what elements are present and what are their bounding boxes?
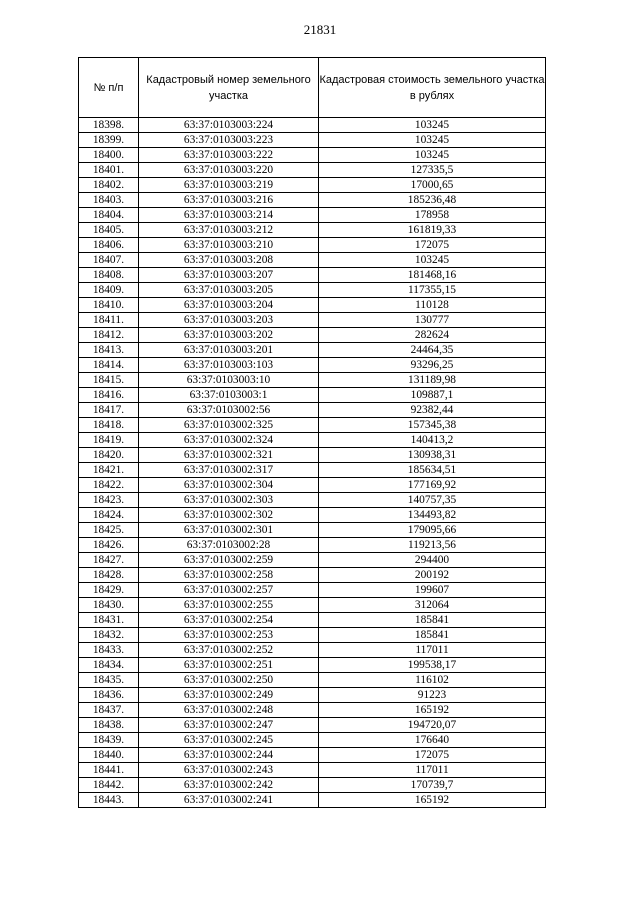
row-number: 18401.	[79, 163, 139, 178]
row-number: 18431.	[79, 613, 139, 628]
cadastral-number: 63:37:0103002:303	[139, 493, 319, 508]
cadastral-number: 63:37:0103002:301	[139, 523, 319, 538]
cadastral-value: 116102	[319, 673, 546, 688]
cadastral-number: 63:37:0103002:321	[139, 448, 319, 463]
row-number: 18414.	[79, 358, 139, 373]
cadastral-value: 117011	[319, 763, 546, 778]
table-row	[79, 538, 546, 553]
cadastral-value: 134493,82	[319, 508, 546, 523]
cadastral-number: 63:37:0103002:56	[139, 403, 319, 418]
cadastral-value: 131189,98	[319, 373, 546, 388]
cadastral-value: 93296,25	[319, 358, 546, 373]
cadastral-value: 130777	[319, 313, 546, 328]
row-number: 18421.	[79, 463, 139, 478]
page-number: 21831	[303, 22, 337, 37]
table-row	[79, 148, 546, 163]
cadastral-number: 63:37:0103003:205	[139, 283, 319, 298]
table-row	[79, 118, 546, 133]
row-number: 18404.	[79, 208, 139, 223]
cadastral-number: 63:37:0103003:216	[139, 193, 319, 208]
cadastral-number: 63:37:0103003:222	[139, 148, 319, 163]
cadastral-number: 63:37:0103002:250	[139, 673, 319, 688]
cadastral-value: 172075	[319, 748, 546, 763]
table-row	[79, 553, 546, 568]
table-body	[79, 118, 546, 808]
cadastral-value: 185634,51	[319, 463, 546, 478]
cadastral-number: 63:37:0103003:220	[139, 163, 319, 178]
cadastral-number: 63:37:0103003:1	[139, 388, 319, 403]
header-row-number: № п/п	[79, 58, 139, 118]
table-row	[79, 403, 546, 418]
cadastral-value: 170739,7	[319, 778, 546, 793]
cadastral-value: 282624	[319, 328, 546, 343]
table-row	[79, 778, 546, 793]
row-number: 18435.	[79, 673, 139, 688]
cadastral-number: 63:37:0103002:241	[139, 793, 319, 808]
cadastral-value: 178958	[319, 208, 546, 223]
cadastral-number: 63:37:0103003:214	[139, 208, 319, 223]
cadastral-value: 91223	[319, 688, 546, 703]
row-number: 18424.	[79, 508, 139, 523]
table-row	[79, 283, 546, 298]
table-row	[79, 193, 546, 208]
table-row	[79, 793, 546, 808]
cadastral-value: 165192	[319, 793, 546, 808]
cadastral-number: 63:37:0103003:219	[139, 178, 319, 193]
cadastral-number: 63:37:0103003:204	[139, 298, 319, 313]
cadastral-value: 130938,31	[319, 448, 546, 463]
cadastral-value: 117355,15	[319, 283, 546, 298]
table-row	[79, 703, 546, 718]
cadastral-number: 63:37:0103002:324	[139, 433, 319, 448]
row-number: 18410.	[79, 298, 139, 313]
table-row	[79, 328, 546, 343]
row-number: 18441.	[79, 763, 139, 778]
cadastral-number: 63:37:0103003:210	[139, 238, 319, 253]
table-row	[79, 763, 546, 778]
cadastral-value-table	[78, 57, 546, 808]
row-number: 18405.	[79, 223, 139, 238]
row-number: 18417.	[79, 403, 139, 418]
cadastral-value: 199607	[319, 583, 546, 598]
table-row	[79, 448, 546, 463]
cadastral-number: 63:37:0103002:257	[139, 583, 319, 598]
table-row	[79, 418, 546, 433]
cadastral-number: 63:37:0103002:243	[139, 763, 319, 778]
cadastral-value: 127335,5	[319, 163, 546, 178]
cadastral-number: 63:37:0103002:242	[139, 778, 319, 793]
cadastral-number: 63:37:0103002:304	[139, 478, 319, 493]
cadastral-number: 63:37:0103003:207	[139, 268, 319, 283]
table-row	[79, 748, 546, 763]
row-number: 18403.	[79, 193, 139, 208]
cadastral-number: 63:37:0103002:258	[139, 568, 319, 583]
row-number: 18425.	[79, 523, 139, 538]
row-number: 18437.	[79, 703, 139, 718]
cadastral-value: 140413,2	[319, 433, 546, 448]
table-row	[79, 373, 546, 388]
row-number: 18433.	[79, 643, 139, 658]
row-number: 18399.	[79, 133, 139, 148]
table-row	[79, 628, 546, 643]
cadastral-value: 199538,17	[319, 658, 546, 673]
header-cadastral-number: Кадастровый номер земельного участка	[139, 58, 319, 118]
row-number: 18407.	[79, 253, 139, 268]
table-row	[79, 133, 546, 148]
table-row	[79, 583, 546, 598]
row-number: 18426.	[79, 538, 139, 553]
table-row	[79, 733, 546, 748]
table-row	[79, 478, 546, 493]
row-number: 18409.	[79, 283, 139, 298]
table-row	[79, 208, 546, 223]
table-row	[79, 523, 546, 538]
cadastral-number: 63:37:0103002:244	[139, 748, 319, 763]
row-number: 18432.	[79, 628, 139, 643]
row-number: 18429.	[79, 583, 139, 598]
cadastral-number: 63:37:0103002:317	[139, 463, 319, 478]
row-number: 18439.	[79, 733, 139, 748]
cadastral-value: 103245	[319, 118, 546, 133]
header-row	[79, 58, 546, 118]
row-number: 18434.	[79, 658, 139, 673]
cadastral-number: 63:37:0103002:245	[139, 733, 319, 748]
row-number: 18427.	[79, 553, 139, 568]
table-row	[79, 163, 546, 178]
cadastral-value: 24464,35	[319, 343, 546, 358]
row-number: 18430.	[79, 598, 139, 613]
cadastral-number: 63:37:0103002:251	[139, 658, 319, 673]
table-row	[79, 388, 546, 403]
cadastral-number: 63:37:0103002:252	[139, 643, 319, 658]
cadastral-value: 161819,33	[319, 223, 546, 238]
cadastral-number: 63:37:0103003:202	[139, 328, 319, 343]
table-row	[79, 493, 546, 508]
cadastral-number: 63:37:0103002:302	[139, 508, 319, 523]
cadastral-number: 63:37:0103003:208	[139, 253, 319, 268]
table-row	[79, 358, 546, 373]
table-row	[79, 658, 546, 673]
row-number: 18415.	[79, 373, 139, 388]
cadastral-number: 63:37:0103003:103	[139, 358, 319, 373]
table-row	[79, 343, 546, 358]
table-row	[79, 643, 546, 658]
table-row	[79, 463, 546, 478]
table-row	[79, 508, 546, 523]
cadastral-number: 63:37:0103003:223	[139, 133, 319, 148]
table-row	[79, 253, 546, 268]
table-row	[79, 688, 546, 703]
cadastral-value: 312064	[319, 598, 546, 613]
cadastral-value: 176640	[319, 733, 546, 748]
cadastral-number: 63:37:0103002:259	[139, 553, 319, 568]
cadastral-number: 63:37:0103003:10	[139, 373, 319, 388]
row-number: 18436.	[79, 688, 139, 703]
cadastral-number: 63:37:0103002:253	[139, 628, 319, 643]
cadastral-value: 181468,16	[319, 268, 546, 283]
table-row	[79, 313, 546, 328]
row-number: 18442.	[79, 778, 139, 793]
row-number: 18423.	[79, 493, 139, 508]
table-row	[79, 223, 546, 238]
cadastral-number: 63:37:0103002:255	[139, 598, 319, 613]
cadastral-number: 63:37:0103003:212	[139, 223, 319, 238]
cadastral-number: 63:37:0103003:224	[139, 118, 319, 133]
table-row	[79, 718, 546, 733]
table-row	[79, 178, 546, 193]
cadastral-value: 103245	[319, 253, 546, 268]
row-number: 18428.	[79, 568, 139, 583]
table-row	[79, 433, 546, 448]
row-number: 18398.	[79, 118, 139, 133]
cadastral-value: 172075	[319, 238, 546, 253]
row-number: 18440.	[79, 748, 139, 763]
cadastral-value: 294400	[319, 553, 546, 568]
table-row	[79, 598, 546, 613]
table-row	[79, 238, 546, 253]
table-row	[79, 673, 546, 688]
cadastral-value: 17000,65	[319, 178, 546, 193]
row-number: 18416.	[79, 388, 139, 403]
row-number: 18408.	[79, 268, 139, 283]
cadastral-value: 185236,48	[319, 193, 546, 208]
cadastral-value: 194720,07	[319, 718, 546, 733]
row-number: 18418.	[79, 418, 139, 433]
cadastral-number: 63:37:0103002:249	[139, 688, 319, 703]
cadastral-value: 119213,56	[319, 538, 546, 553]
cadastral-value: 157345,38	[319, 418, 546, 433]
cadastral-value: 117011	[319, 643, 546, 658]
header-cadastral-value: Кадастровая стоимость земельного участка в рублях	[319, 58, 546, 118]
table-row	[79, 268, 546, 283]
row-number: 18413.	[79, 343, 139, 358]
cadastral-value: 179095,66	[319, 523, 546, 538]
cadastral-value: 140757,35	[319, 493, 546, 508]
row-number: 18402.	[79, 178, 139, 193]
row-number: 18406.	[79, 238, 139, 253]
cadastral-value: 165192	[319, 703, 546, 718]
row-number: 18400.	[79, 148, 139, 163]
row-number: 18419.	[79, 433, 139, 448]
cadastral-number: 63:37:0103002:247	[139, 718, 319, 733]
cadastral-value: 110128	[319, 298, 546, 313]
cadastral-number: 63:37:0103003:201	[139, 343, 319, 358]
cadastral-number: 63:37:0103002:28	[139, 538, 319, 553]
table-row	[79, 568, 546, 583]
row-number: 18443.	[79, 793, 139, 808]
cadastral-number: 63:37:0103003:203	[139, 313, 319, 328]
table-header	[79, 58, 546, 118]
row-number: 18438.	[79, 718, 139, 733]
cadastral-number: 63:37:0103002:248	[139, 703, 319, 718]
row-number: 18411.	[79, 313, 139, 328]
table-row	[79, 298, 546, 313]
cadastral-value: 103245	[319, 148, 546, 163]
cadastral-value: 177169,92	[319, 478, 546, 493]
cadastral-number: 63:37:0103002:254	[139, 613, 319, 628]
table-row	[79, 613, 546, 628]
cadastral-value: 109887,1	[319, 388, 546, 403]
cadastral-value: 200192	[319, 568, 546, 583]
cadastral-value: 92382,44	[319, 403, 546, 418]
cadastral-number: 63:37:0103002:325	[139, 418, 319, 433]
cadastral-value: 185841	[319, 613, 546, 628]
row-number: 18412.	[79, 328, 139, 343]
row-number: 18420.	[79, 448, 139, 463]
cadastral-value: 103245	[319, 133, 546, 148]
row-number: 18422.	[79, 478, 139, 493]
cadastral-value: 185841	[319, 628, 546, 643]
